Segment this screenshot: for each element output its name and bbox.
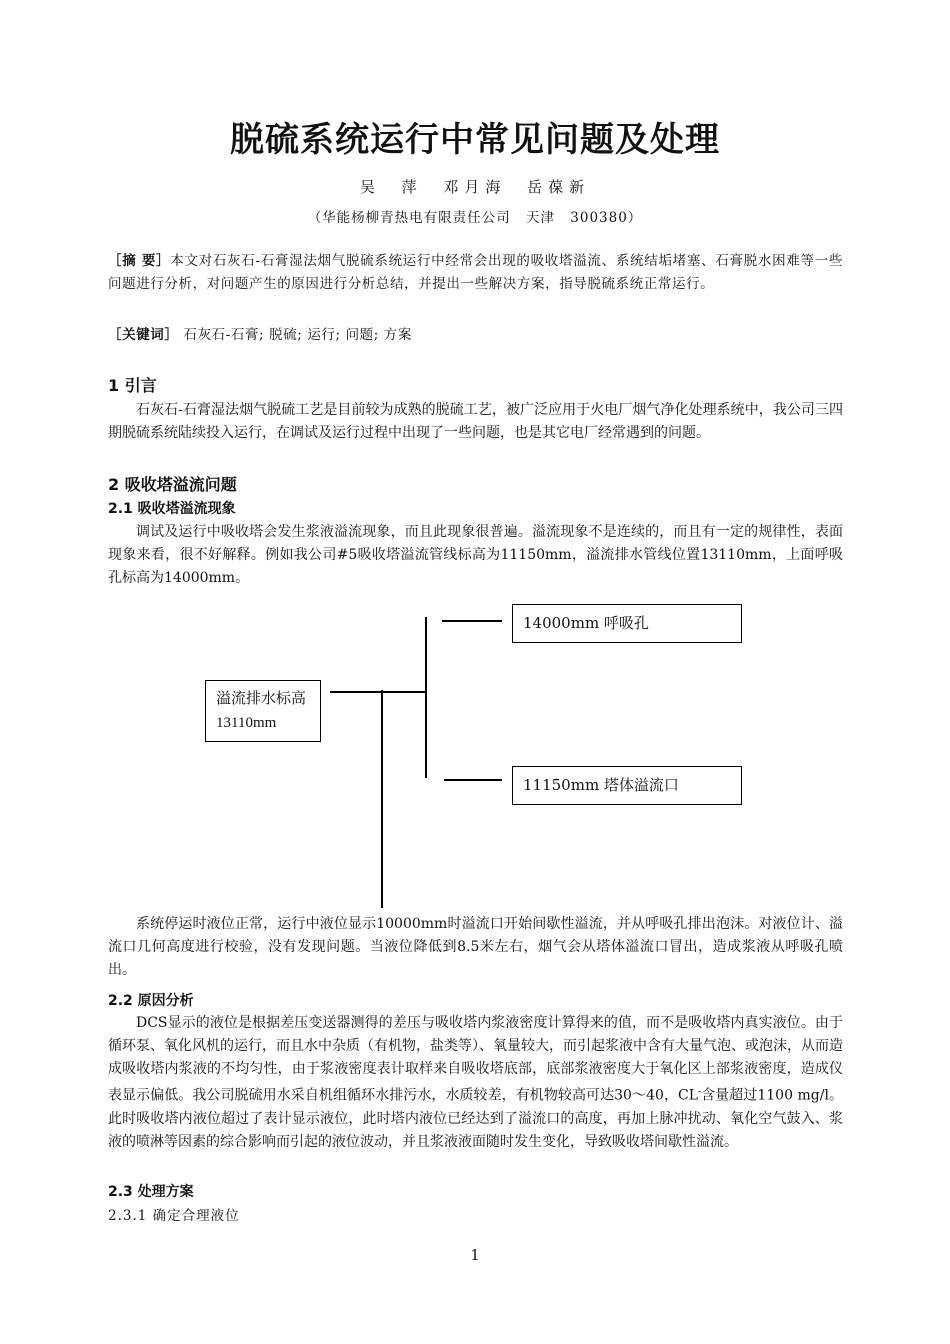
- section-2-2-text-tail: 含量超过1100 mg/l。此时吸收塔内液位超过了表计显示液位，此时塔内液位已经达到了溢流口的高度，再加上脉冲扰动、氧化空气鼓入、浆液的喷淋等因素的综合影响而引起的液位波动，并且浆液液面随时发生变化，导致吸收塔间歇性溢流。: [108, 1087, 843, 1150]
- abstract: [108, 250, 843, 296]
- diagram-box-drain-pipe: 溢流排水标高13110mm: [205, 680, 321, 742]
- abstract-label: ［摘 要］: [108, 253, 171, 269]
- diagram-box-breather-hole: 14000mm 呼吸孔: [512, 604, 742, 643]
- section-2-heading: 2 吸收塔溢流问题: [108, 475, 237, 494]
- keywords: [108, 324, 843, 347]
- page-number: 1: [470, 1246, 480, 1264]
- section-2-2-heading: 2.2 原因分析: [108, 993, 194, 1009]
- abstract-text: 本文对石灰石-石膏湿法烟气脱硫系统运行中经常会出现的吸收塔溢流、系统结垢堵塞、石膏脱水困难等一些问题进行分析，对问题产生的原因进行分析总结，并提出一些解决方案，指导脱硫系统正常运行。: [108, 253, 843, 292]
- paper-title: 脱硫系统运行中常见问题及处理: [230, 120, 720, 160]
- section-2-2-paragraph: [108, 1012, 843, 1154]
- diagram-main-vertical-line: [381, 690, 383, 908]
- diagram-bottom-connector: [444, 779, 502, 781]
- section-1-paragraph: 石灰石-石膏湿法烟气脱硫工艺是目前较为成熟的脱硫工艺，被广泛应用于火电厂烟气净化处理系统中，我公司三四期脱硫系统陆续投入运行，在调试及运行过程中出现了一些问题，也是其它电厂经常遇到的问题。: [108, 402, 843, 441]
- section-2-2-text: DCS显示的液位是根据差压变送器测得的差压与吸收塔内浆液密度计算得来的值，而不是吸收塔内真实液位。由于循环泵、氧化风机的运行，而且水中杂质（有机物，盐类等）、氧量较大，而引起浆液中含有大量气泡、或泡沫，从而造成吸收塔内浆液的不均匀性，由于浆液密度表计取样来自吸收塔底部，底部浆液密度大于氧化区上部浆液密度，造成仪表显示偏低。我公司脱硫用水采自机组循环水排污水，水质较差，有机物较高可达30～40，CL: [108, 1015, 843, 1104]
- section-2-1-heading: 2.1 吸收塔溢流现象: [108, 501, 236, 517]
- section-2-1-paragraph-2: 系统停运时液位正常，运行中液位显示10000mm时溢流口开始间歇性溢流，并从呼吸孔排出泡沫。对液位计、溢流口几何高度进行校验，没有发现问题。当液位降低到8.5米左右，烟气会从塔体溢流口冒出，造成浆液从呼吸孔喷出。: [108, 916, 843, 978]
- section-2-3-1-heading: 2.3.1 确定合理液位: [108, 1208, 240, 1224]
- keywords-text: 石灰石-石膏; 脱硫; 运行; 问题; 方案: [178, 327, 413, 343]
- section-2-3-heading: 2.3 处理方案: [108, 1184, 194, 1200]
- diagram-top-connector: [442, 620, 502, 622]
- section-1-heading: 1 引言: [108, 376, 157, 395]
- chloride-superscript: -: [698, 1087, 702, 1097]
- diagram-left-connector: [330, 691, 425, 693]
- keywords-label: ［关键词］: [108, 327, 179, 343]
- authors: 吴 萍 邓月海 岳葆新: [359, 178, 591, 196]
- section-2-1-paragraph: 调试及运行中吸收塔会发生浆液溢流现象，而且此现象很普遍。溢流现象不是连续的，而且有一定的规律性，表面现象来看，很不好解释。例如我公司#5吸收塔溢流管线标高为11150mm，溢流排水管线位置13110mm，上面呼吸孔标高为14000mm。: [108, 524, 843, 586]
- diagram-box-overflow-outlet: 11150mm 塔体溢流口: [512, 766, 742, 805]
- affiliation: （华能杨柳青热电有限责任公司 天津 300380）: [307, 210, 643, 226]
- diagram-right-vertical-line: [425, 617, 427, 778]
